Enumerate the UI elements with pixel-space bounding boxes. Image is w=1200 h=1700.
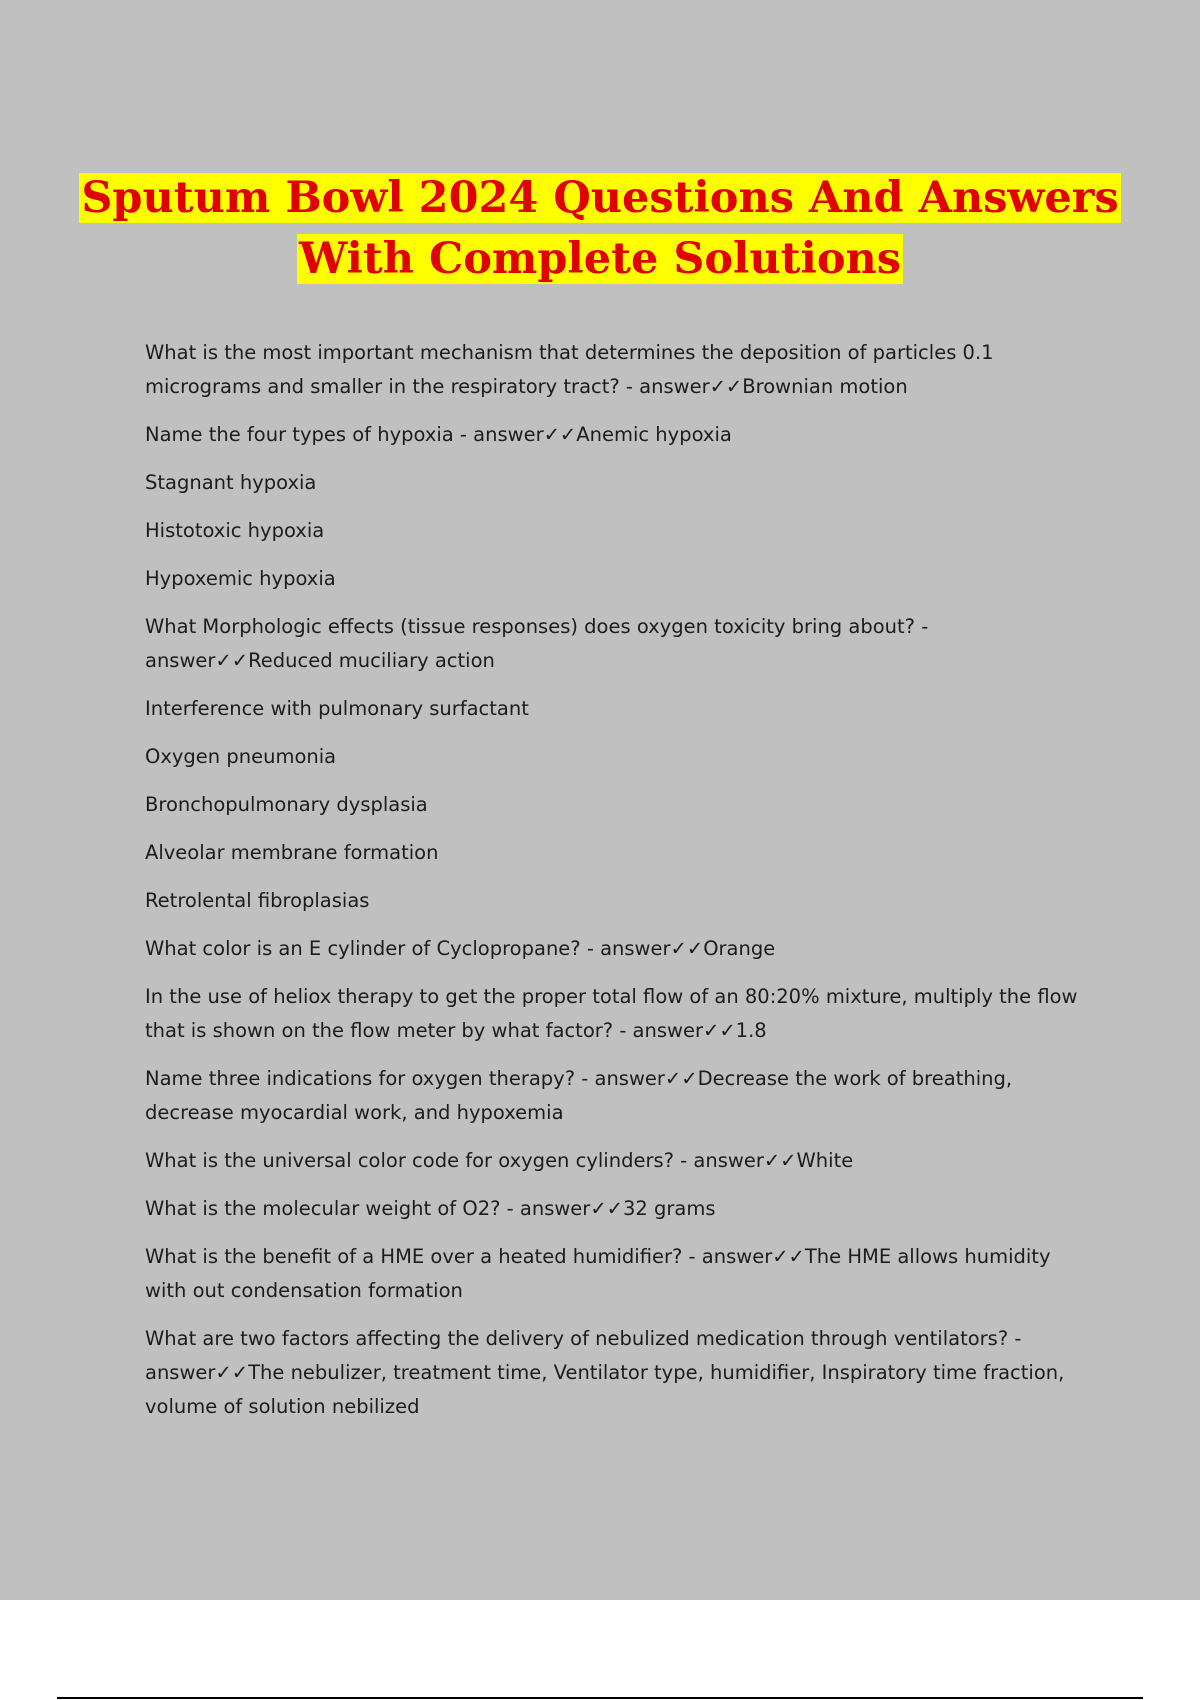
qa-list-item: Interference with pulmonary surfactant [145,697,529,720]
qa-list-item: Bronchopulmonary dysplasia [145,793,428,816]
qa-list-item: Alveolar membrane formation [145,841,439,864]
qa-paragraph: What Morphologic effects (tissue responses) does oxygen toxicity bring about? - answer✓✓Reduced muciliary action [145,615,929,672]
qa-paragraph: What is the universal color code for oxygen cylinders? - answer✓✓White [145,1149,854,1172]
qa-list-item: Hypoxemic hypoxia [145,567,336,590]
document-title [0,168,1200,290]
qa-paragraph: In the use of heliox therapy to get the proper total flow of an 80:20% mixture, multiply the flow that is shown on the flow meter by what factor? - answer✓✓1.8 [145,985,1078,1042]
qa-list-item: Oxygen pneumonia [145,745,337,768]
qa-list-item: Retrolental fibroplasias [145,889,370,912]
qa-paragraph: What is the molecular weight of O2? - answer✓✓32 grams [145,1197,716,1220]
qa-content [145,336,1095,1438]
qa-paragraph: What are two factors affecting the delivery of nebulized medication through ventilators? - answer✓✓The nebulizer, treatment time, Ventilator type, humidifier, Inspiratory time fraction, volume of solution nebilized [145,1327,1065,1418]
qa-list-item: Histotoxic hypoxia [145,519,325,542]
title-line-1: Sputum Bowl 2024 Questions And Answers [81,173,1119,223]
qa-paragraph: Name the four types of hypoxia - answer✓✓Anemic hypoxia [145,423,732,446]
qa-paragraph: Name three indications for oxygen therapy? - answer✓✓Decrease the work of breathing, decrease myocardial work, and hypoxemia [145,1067,1013,1124]
footer-divider [57,1697,1143,1699]
title-line-2: With Complete Solutions [299,234,901,284]
qa-list-item: Stagnant hypoxia [145,471,317,494]
qa-paragraph: What is the most important mechanism that determines the deposition of particles 0.1 micrograms and smaller in the respiratory tract? - answer✓✓Brownian motion [145,341,994,398]
qa-paragraph: What color is an E cylinder of Cyclopropane? - answer✓✓Orange [145,937,776,960]
qa-paragraph: What is the benefit of a HME over a heated humidifier? - answer✓✓The HME allows humidity with out condensation formation [145,1245,1051,1302]
